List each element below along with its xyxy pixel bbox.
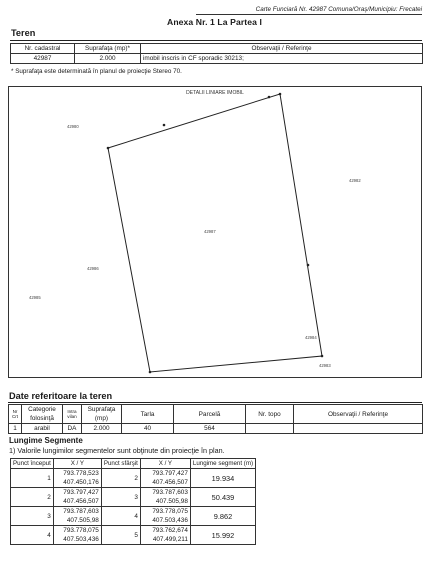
coord-y: 407.499,211	[152, 536, 188, 543]
coord-x: 793.797,427	[63, 489, 99, 496]
col-observatii: Observaţii / Referinţe	[294, 405, 423, 424]
coord-y: 407.505,98	[155, 498, 188, 505]
cell-punct-end: 4	[101, 507, 140, 526]
neighbor-label: 42985	[29, 295, 41, 300]
cell-xy-start	[53, 488, 101, 507]
date-teren-title: Date referitoare la teren	[9, 391, 113, 401]
neighbor-label: 42983	[319, 363, 331, 368]
date-teren-header	[9, 405, 423, 424]
cell-punct-end: 3	[101, 488, 140, 507]
parcel-map-drawing	[9, 87, 421, 377]
col-categorie: Categorie folosinţă	[22, 405, 63, 424]
col-nr-crt: Nr Crt	[9, 405, 22, 424]
vertex-marker	[268, 96, 271, 99]
table-row	[11, 507, 256, 526]
vertex-marker	[163, 124, 166, 127]
cell-suprafata: 2.000	[82, 424, 122, 434]
anexa-title: Anexa Nr. 1 La Partea I	[167, 17, 262, 27]
col-suprafata: Suprafaţa (mp)*	[75, 44, 141, 54]
col-suprafata: Suprafaţa (mp)	[82, 405, 122, 424]
col-tarla: Tarla	[122, 405, 174, 424]
cell-lungime: 15.992	[190, 526, 255, 545]
lungime-table	[10, 458, 256, 545]
cell-suprafata: 2.000	[75, 54, 141, 64]
cell-punct-start: 1	[11, 469, 54, 488]
cell-xy-start	[53, 526, 101, 545]
cell-xy-start	[53, 507, 101, 526]
coord-x: 793.762,674	[152, 527, 188, 534]
cell-observatii	[294, 424, 423, 434]
date-teren-divider	[8, 402, 422, 403]
col-intravilan: Intra vilan	[63, 405, 82, 424]
cell-nr-crt: 1	[9, 424, 22, 434]
teren-table	[10, 43, 423, 64]
coord-x: 793.797,427	[152, 470, 188, 477]
cell-observatii: imobil inscris in CF sporadic 30213;	[141, 54, 423, 64]
col-lungime: Lungime segment (m)	[190, 459, 255, 469]
table-row	[11, 469, 256, 488]
cell-xy-end	[140, 507, 190, 526]
cell-punct-start: 3	[11, 507, 54, 526]
vertex-marker	[149, 371, 152, 374]
col-observatii: Observaţii / Referinţe	[141, 44, 423, 54]
col-punct-inceput: Punct început	[11, 459, 54, 469]
teren-divider	[10, 40, 422, 41]
coord-x: 793.778,075	[152, 508, 188, 515]
cell-xy-start	[53, 469, 101, 488]
coord-y: 407.450,176	[63, 479, 99, 486]
coord-y: 407.503,436	[152, 517, 188, 524]
neighbor-label: 42986	[87, 266, 99, 271]
vertex-marker	[279, 93, 282, 96]
col-nr-topo: Nr. topo	[246, 405, 294, 424]
cell-punct-end: 5	[101, 526, 140, 545]
cell-punct-end: 2	[101, 469, 140, 488]
col-xy-end: X / Y	[140, 459, 190, 469]
parcel-map	[8, 86, 422, 378]
cell-nr-topo	[246, 424, 294, 434]
carte-funciara-header: Carte Funciară Nr. 42987 Comuna/Oraş/Municipiu: Frecatei	[196, 6, 422, 15]
lungime-subtitle: 1) Valorile lungimilor segmentelor sunt obţinute din proiecţie în plan.	[9, 446, 225, 455]
cell-punct-start: 4	[11, 526, 54, 545]
parcel-center-label: 42987	[204, 229, 216, 234]
neighbor-label: 42982	[349, 178, 361, 183]
table-row	[9, 424, 423, 434]
neighbor-label: 42980	[67, 124, 79, 129]
map-title: DETALII LINIARE IMOBIL	[186, 90, 244, 96]
col-parcela: Parcelă	[174, 405, 246, 424]
cell-intravilan: DA	[63, 424, 82, 434]
coord-y: 407.456,507	[152, 479, 188, 486]
col-punct-sfarsit: Punct sfârşit	[101, 459, 140, 469]
cell-lungime: 50.439	[190, 488, 255, 507]
vertex-marker	[107, 147, 110, 150]
coord-x: 793.778,075	[63, 527, 99, 534]
coord-x: 793.778,523	[63, 470, 99, 477]
cell-xy-end	[140, 526, 190, 545]
cell-categorie: arabil	[22, 424, 63, 434]
neighbor-label: 42984	[305, 335, 317, 340]
cell-tarla: 40	[122, 424, 174, 434]
date-teren-table	[8, 404, 423, 434]
cell-xy-end	[140, 469, 190, 488]
teren-table-header	[11, 44, 423, 54]
col-nr-cadastral: Nr. cadastral	[11, 44, 75, 54]
coord-x: 793.787,603	[63, 508, 99, 515]
table-row	[11, 488, 256, 507]
cell-punct-start: 2	[11, 488, 54, 507]
col-xy-start: X / Y	[53, 459, 101, 469]
coord-x: 793.787,603	[152, 489, 188, 496]
vertex-marker	[307, 264, 310, 267]
coord-y: 407.456,507	[63, 498, 99, 505]
lungime-header	[11, 459, 256, 469]
teren-section-title: Teren	[11, 28, 36, 38]
lungime-title: Lungime Segmente	[9, 436, 83, 445]
cell-lungime: 19.934	[190, 469, 255, 488]
cell-lungime: 9.862	[190, 507, 255, 526]
table-row	[11, 526, 256, 545]
suprafata-note: * Suprafaţa este determinată în planul de proiecţie Stereo 70.	[11, 68, 182, 75]
vertex-marker	[321, 355, 324, 358]
coord-y: 407.505,98	[66, 517, 99, 524]
cell-xy-end	[140, 488, 190, 507]
table-row	[11, 54, 423, 64]
cell-nr-cadastral: 42987	[11, 54, 75, 64]
cell-parcela: 564	[174, 424, 246, 434]
coord-y: 407.503,436	[63, 536, 99, 543]
